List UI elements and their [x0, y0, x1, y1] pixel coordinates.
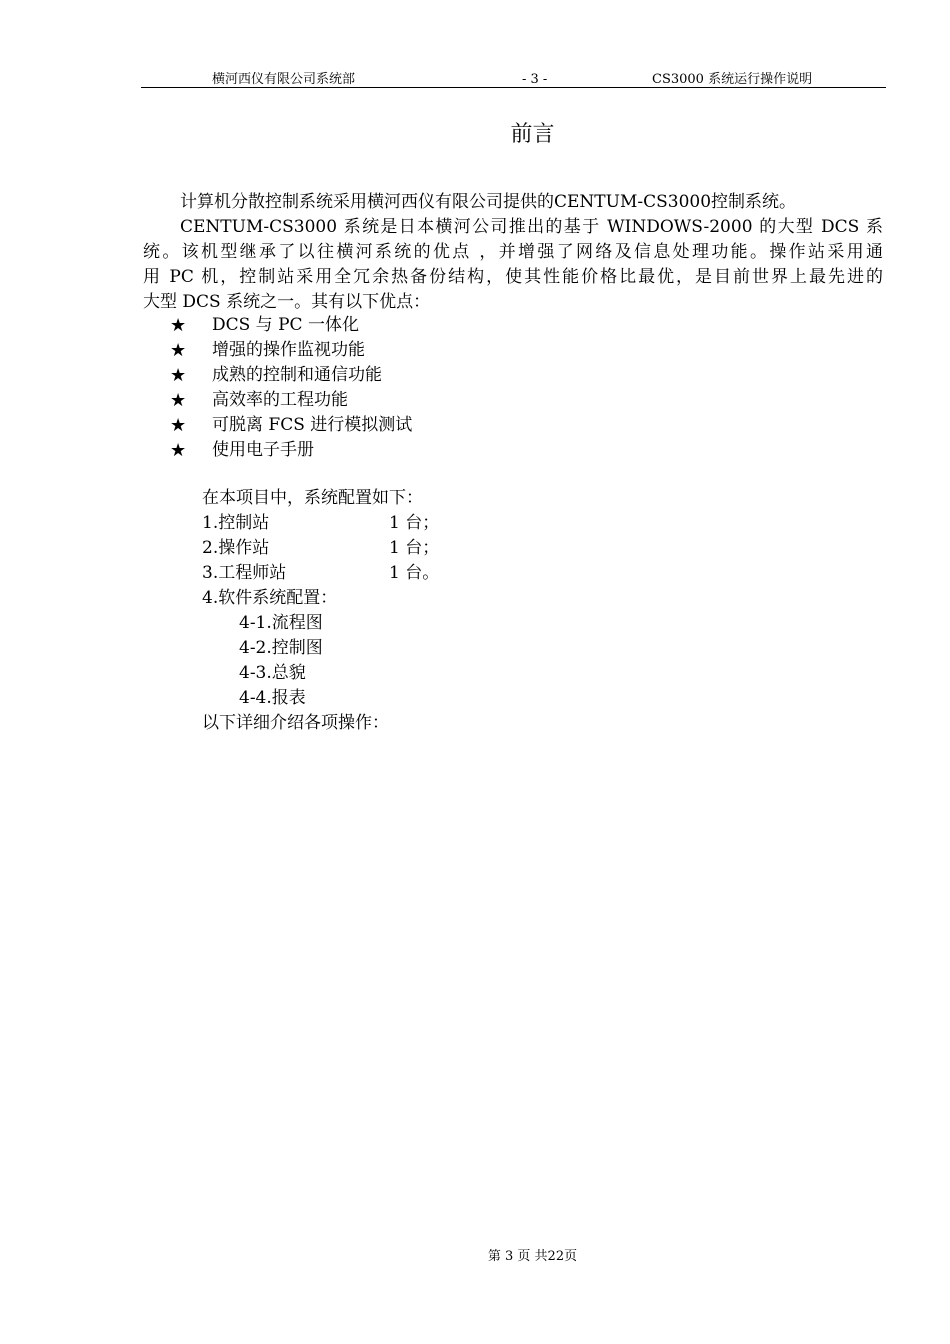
config-item-name: 1.控制站 [202, 513, 270, 533]
intro-line-3: 统。该机型继承了以往横河系统的优点 ，并增强了网络及信息处理功能。操作站采用通 [143, 242, 883, 262]
software-config-title: 4.软件系统配置： [202, 588, 338, 608]
software-item: 4-3.总貌 [239, 663, 306, 683]
star-icon: ★ [170, 315, 187, 336]
star-icon: ★ [170, 365, 187, 386]
software-item: 4-2.控制图 [239, 638, 323, 658]
intro-paragraph-2 [143, 215, 883, 315]
list-item [170, 413, 412, 438]
header-left: 横河西仪有限公司系统部 [212, 72, 356, 87]
config-item [202, 561, 439, 586]
config-item [202, 536, 439, 561]
software-item: 4-4.报表 [239, 688, 306, 708]
intro-line-1: 计算机分散控制系统采用横河西仪有限公司提供的CENTUM-CS3000控制系统。 [180, 192, 797, 212]
intro-line-4: 用 PC 机，控制站采用全冗余热备份结构，使其性能价格比最优，是目前世界上最先进的 [143, 267, 883, 287]
config-item-name: 3.工程师站 [202, 563, 287, 583]
software-item: 4-1.流程图 [239, 613, 323, 633]
config-item-name: 2.操作站 [202, 538, 270, 558]
list-item [170, 338, 412, 363]
list-item [170, 438, 412, 463]
page-footer: 第 3 页 共22页 [487, 1249, 578, 1264]
feature-list [170, 313, 412, 463]
list-item [170, 363, 412, 388]
config-intro: 在本项目中，系统配置如下： [202, 488, 423, 508]
feature-text: 增强的操作监视功能 [212, 340, 365, 360]
feature-text: 高效率的工程功能 [212, 390, 348, 410]
intro-line-5: 大型 DCS 系统之一。其有以下优点： [143, 292, 431, 312]
header-page-number: - 3 - [522, 72, 548, 87]
list-item [170, 313, 412, 338]
config-item-qty: 1 台； [389, 538, 440, 558]
page-title: 前言 [510, 122, 555, 147]
star-icon: ★ [170, 440, 187, 461]
feature-text: 可脱离 FCS 进行模拟测试 [212, 415, 413, 435]
config-outro: 以下详细介绍各项操作： [202, 713, 389, 733]
list-item [170, 388, 412, 413]
header-divider [141, 87, 886, 88]
feature-text: DCS 与 PC 一体化 [212, 315, 359, 335]
config-item-qty: 1 台。 [389, 563, 440, 583]
config-item-qty: 1 台； [389, 513, 440, 533]
feature-text: 使用电子手册 [212, 440, 314, 460]
header-right: CS3000 系统运行操作说明 [652, 72, 813, 87]
system-config [202, 486, 439, 736]
intro-paragraph-1 [143, 190, 883, 215]
star-icon: ★ [170, 340, 187, 361]
star-icon: ★ [170, 415, 187, 436]
config-item [202, 511, 439, 536]
star-icon: ★ [170, 390, 187, 411]
feature-text: 成熟的控制和通信功能 [212, 365, 382, 385]
intro-line-2: CENTUM-CS3000 系统是日本横河公司推出的基于 WINDOWS-2000 的大型 DCS 系 [180, 217, 883, 237]
